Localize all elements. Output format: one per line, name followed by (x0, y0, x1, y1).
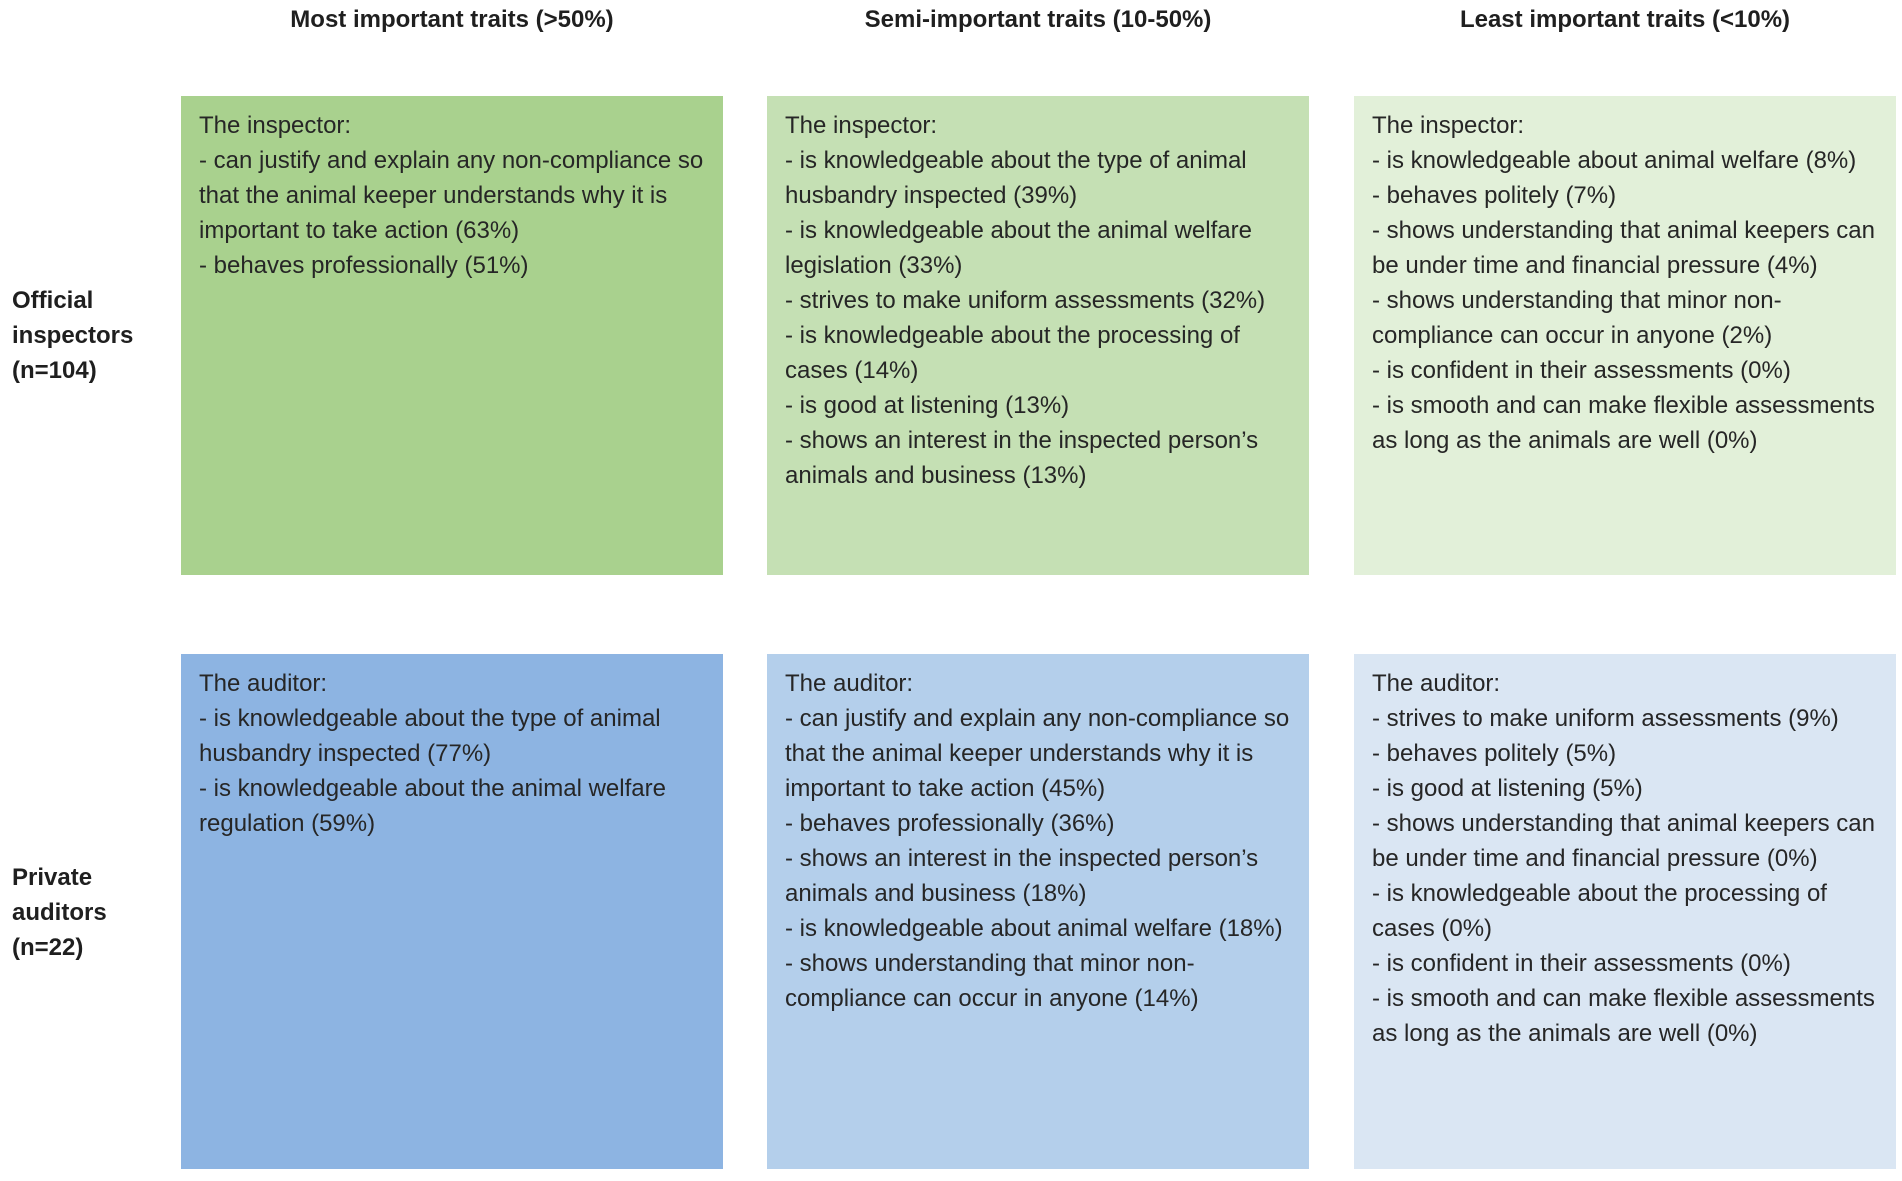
cell-official-semi-important (767, 96, 1309, 575)
trait-item: - behaves professionally (36%) (785, 810, 1115, 837)
cell-official-most-important (181, 96, 723, 575)
trait-list (199, 701, 705, 841)
cell-intro: The auditor: (785, 670, 914, 697)
trait-item: - shows understanding that animal keepers can be under time and financial pressure (0%) (1372, 810, 1875, 872)
cell-official-least-important (1354, 96, 1896, 575)
trait-item: - is good at listening (5%) (1372, 775, 1643, 802)
trait-item: - shows understanding that minor non-compliance can occur in anyone (2%) (1372, 287, 1782, 349)
trait-list (785, 701, 1291, 1016)
cell-intro: The auditor: (1372, 670, 1501, 697)
trait-item: - is smooth and can make flexible assessments as long as the animals are well (0%) (1372, 985, 1875, 1047)
trait-item: - behaves professionally (51%) (199, 252, 529, 279)
trait-item: - strives to make uniform assessments (9%) (1372, 705, 1839, 732)
trait-item: - can justify and explain any non-compliance so that the animal keeper understands why it is important to take action (63%) (199, 147, 704, 244)
trait-list (785, 143, 1291, 493)
row-label-line: Private (12, 864, 93, 891)
cell-private-most-important (181, 654, 723, 1169)
trait-item: - is knowledgeable about the animal welfare legislation (33%) (785, 217, 1252, 279)
column-header-semi-important: Semi-important traits (10-50%) (864, 6, 1212, 33)
trait-list (1372, 701, 1878, 1051)
row-label-line: Official (12, 287, 94, 314)
trait-item: - is knowledgeable about animal welfare (18%) (785, 915, 1283, 942)
trait-item: - behaves politely (5%) (1372, 740, 1617, 767)
row-label-line: auditors (12, 899, 107, 926)
trait-item: - can justify and explain any non-compliance so that the animal keeper understands why it is important to take action (45%) (785, 705, 1290, 802)
cell-private-semi-important (767, 654, 1309, 1169)
row-label-private-auditors (12, 860, 180, 965)
column-header-most-important: Most important traits (>50%) (290, 6, 614, 33)
row-label-official-inspectors (12, 283, 180, 388)
row-label-line: (n=22) (12, 934, 84, 961)
trait-item: - is knowledgeable about the type of animal husbandry inspected (39%) (785, 147, 1247, 209)
trait-item: - is knowledgeable about the animal welfare regulation (59%) (199, 775, 666, 837)
trait-item: - shows understanding that minor non-compliance can occur in anyone (14%) (785, 950, 1199, 1012)
trait-item: - is smooth and can make flexible assessments as long as the animals are well (0%) (1372, 392, 1875, 454)
trait-item: - is knowledgeable about the processing of cases (14%) (785, 322, 1240, 384)
cell-private-least-important (1354, 654, 1896, 1169)
trait-list (1372, 143, 1878, 458)
trait-item: - shows an interest in the inspected person’s animals and business (18%) (785, 845, 1259, 907)
trait-item: - is knowledgeable about the type of animal husbandry inspected (77%) (199, 705, 661, 767)
trait-item: - is knowledgeable about the processing of cases (0%) (1372, 880, 1827, 942)
trait-item: - behaves politely (7%) (1372, 182, 1617, 209)
row-label-line: inspectors (12, 322, 134, 349)
cell-intro: The auditor: (199, 670, 328, 697)
trait-item: - is good at listening (13%) (785, 392, 1070, 419)
trait-item: - is knowledgeable about animal welfare (8%) (1372, 147, 1857, 174)
trait-item: - shows understanding that animal keepers can be under time and financial pressure (4%) (1372, 217, 1875, 279)
cell-intro: The inspector: (1372, 112, 1525, 139)
column-header-least-important: Least important traits (<10%) (1459, 6, 1791, 33)
trait-item: - strives to make uniform assessments (32%) (785, 287, 1266, 314)
trait-list (199, 143, 705, 283)
cell-intro: The inspector: (199, 112, 352, 139)
trait-item: - shows an interest in the inspected person’s animals and business (13%) (785, 427, 1259, 489)
trait-item: - is confident in their assessments (0%) (1372, 357, 1791, 384)
row-label-line: (n=104) (12, 357, 97, 384)
trait-item: - is confident in their assessments (0%) (1372, 950, 1791, 977)
cell-intro: The inspector: (785, 112, 938, 139)
